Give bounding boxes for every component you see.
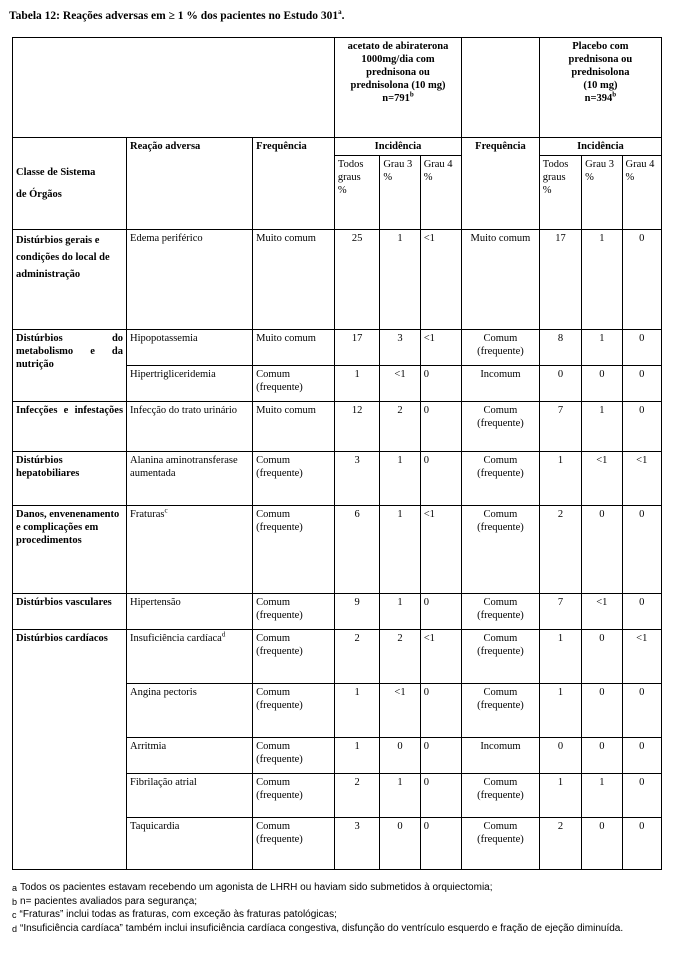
all-grades-line1: Todos	[337, 159, 364, 170]
reaction-cell	[127, 684, 253, 738]
grade4-abiraterone: 0	[420, 684, 461, 738]
grade3-abiraterone: <1	[380, 684, 420, 738]
frequency-abiraterone: Comum (frequente)	[253, 506, 335, 594]
grade3-abiraterone: 1	[380, 594, 420, 630]
reaction-header: Reação adversa	[127, 138, 253, 230]
incidence-header-2: Incidência	[539, 138, 661, 156]
arm2-line3: prednisolona	[571, 67, 630, 78]
reaction-cell	[127, 630, 253, 684]
frequency-placebo: Comum (frequente)	[462, 452, 540, 506]
reaction-cell	[127, 738, 253, 774]
grade3-abiraterone: 3	[380, 330, 420, 366]
grade3-abiraterone: 0	[380, 738, 420, 774]
reaction-text: Hipertensão	[130, 597, 181, 608]
reaction-text: Taquicardia	[130, 821, 180, 832]
grade4-abiraterone: 0	[420, 594, 461, 630]
grade4-placebo: <1	[622, 630, 661, 684]
grade4-abiraterone: 0	[420, 738, 461, 774]
arm2-n-sup: b	[612, 90, 617, 99]
reaction-text: Infecção do trato urinário	[130, 405, 238, 416]
all-grades-abiraterone: 2	[334, 774, 379, 818]
frequency-abiraterone: Muito comum	[253, 402, 335, 452]
arm1-line1: acetato de abiraterona	[347, 41, 449, 52]
table-title: Tabela 12: Reações adversas em ≥ 1 % dos pacientes no Estudo 301$^a$.	[9, 8, 345, 22]
all-grades-abiraterone: 6	[334, 506, 379, 594]
reaction-text: Edema periférico	[130, 233, 203, 244]
grade3-placebo: 1	[582, 774, 622, 818]
all-grades-header-2	[539, 156, 581, 230]
footnote-mark: b	[12, 896, 18, 907]
grade3-abiraterone: 1	[380, 452, 420, 506]
arm1-line4: prednisolona (10 mg)	[350, 80, 446, 91]
soc-header-line1: Classe de Sistema	[16, 166, 96, 178]
frequency-abiraterone: Comum (frequente)	[253, 630, 335, 684]
table-title-text: Tabela 12: Reações adversas em ≥ 1 % dos pacientes no Estudo 301	[9, 10, 339, 22]
all-grades-placebo: 1	[539, 452, 581, 506]
frequency-placebo: Comum (frequente)	[462, 774, 540, 818]
grade3-placebo: 0	[582, 506, 622, 594]
all-grades-line2: graus	[337, 172, 361, 183]
adverse-reactions-table	[12, 37, 662, 870]
reaction-cell	[127, 230, 253, 330]
footnote-text: Todos os pacientes estavam recebendo um agonista de LHRH ou haviam sido submetidos à orquiectomia;	[20, 882, 493, 893]
reaction-text: Insuficiência cardíaca	[130, 633, 222, 644]
grade3-abiraterone: 1	[380, 506, 420, 594]
reaction-cell	[127, 452, 253, 506]
arm1-line3: prednisona ou	[366, 67, 430, 78]
reaction-cell	[127, 366, 253, 402]
grade4-placebo: 0	[622, 818, 661, 870]
pct-unit: %	[337, 185, 347, 196]
table-row	[13, 506, 662, 594]
reaction-cell	[127, 330, 253, 366]
footnote-text: n= pacientes avaliados para segurança;	[20, 895, 198, 907]
all-grades-placebo: 1	[539, 630, 581, 684]
soc-cell: Infecções e infestações	[13, 402, 127, 452]
arm2-line1: Placebo com	[572, 41, 629, 52]
reaction-cell	[127, 774, 253, 818]
frequency-placebo: Incomum	[462, 738, 540, 774]
all-grades-abiraterone: 1	[334, 684, 379, 738]
grade4-label: Grau 4	[423, 159, 453, 170]
grade4-abiraterone: 0	[420, 452, 461, 506]
arm1-n	[338, 92, 458, 105]
frequency-abiraterone: Comum (frequente)	[253, 594, 335, 630]
grade4-placebo: 0	[622, 366, 661, 402]
all-grades-abiraterone: 9	[334, 594, 379, 630]
grade4-label: Grau 4	[625, 159, 655, 170]
grade3-placebo: 0	[582, 818, 622, 870]
arm2-n-text: n=394	[584, 93, 613, 104]
footnote-text: “Insuficiência cardíaca” também inclui insuficiência cardíaca congestiva, disfunção do ventrículo esquerdo e fração de ejeção diminuída.	[20, 922, 624, 934]
grade4-placebo: 0	[622, 506, 661, 594]
all-grades-placebo: 0	[539, 738, 581, 774]
soc-cell: Distúrbios vasculares	[13, 594, 127, 630]
frequency-header-2: Frequência	[462, 138, 540, 230]
grade4-header-1	[420, 156, 461, 230]
frequency-abiraterone: Comum (frequente)	[253, 452, 335, 506]
grade3-abiraterone: 1	[380, 230, 420, 330]
arm1-line2: 1000mg/dia com	[361, 54, 435, 65]
all-grades-placebo: 17	[539, 230, 581, 330]
footnote-mark: c	[12, 910, 17, 920]
grade3-placebo: 0	[582, 738, 622, 774]
soc-cell: Distúrbios do metabolismo e da nutrição	[13, 330, 127, 402]
all-grades-abiraterone: 17	[334, 330, 379, 366]
grade3-placebo: 0	[582, 630, 622, 684]
frequency-abiraterone: Comum (frequente)	[253, 818, 335, 870]
reaction-text: Fraturas	[130, 509, 165, 520]
all-grades-placebo: 2	[539, 506, 581, 594]
footnote	[12, 882, 672, 895]
grade3-placebo: 1	[582, 402, 622, 452]
grade3-placebo: 1	[582, 330, 622, 366]
footnote	[12, 896, 672, 909]
all-grades-abiraterone: 2	[334, 630, 379, 684]
footnote-mark: a	[12, 883, 18, 893]
grade3-label: Grau 3	[585, 159, 615, 170]
table-row	[13, 330, 662, 366]
incidence-header-row	[13, 138, 662, 156]
grade4-header-2	[622, 156, 661, 230]
arm-header-row	[13, 38, 662, 138]
soc-cell: Danos, envenenamento e complicações em procedimentos	[13, 506, 127, 594]
table-row	[13, 452, 662, 506]
grade3-placebo: 0	[582, 684, 622, 738]
grade3-abiraterone: <1	[380, 366, 420, 402]
grade4-abiraterone: <1	[420, 506, 461, 594]
reaction-sup: c	[164, 506, 168, 515]
table-row	[13, 230, 662, 330]
frequency-placebo: Comum (frequente)	[462, 630, 540, 684]
grade4-placebo: 0	[622, 330, 661, 366]
pct-unit: %	[542, 185, 552, 196]
reaction-text: Angina pectoris	[130, 687, 197, 698]
frequency-placebo: Muito comum	[462, 230, 540, 330]
frequency-placebo: Comum (frequente)	[462, 818, 540, 870]
grade3-abiraterone: 0	[380, 818, 420, 870]
reaction-cell	[127, 818, 253, 870]
footnote	[12, 923, 672, 936]
frequency-abiraterone: Comum (frequente)	[253, 366, 335, 402]
arm2-line4: (10 mg)	[583, 80, 618, 91]
grade3-label: Grau 3	[383, 159, 413, 170]
all-grades-placebo: 1	[539, 684, 581, 738]
frequency-placebo: Comum (frequente)	[462, 506, 540, 594]
soc-cell: Distúrbios gerais e condições do local de administração	[13, 230, 127, 330]
arm2-n	[543, 92, 658, 105]
all-grades-placebo: 0	[539, 366, 581, 402]
grade4-placebo: <1	[622, 452, 661, 506]
grade3-abiraterone: 1	[380, 774, 420, 818]
reaction-cell	[127, 594, 253, 630]
frequency-abiraterone: Comum (frequente)	[253, 738, 335, 774]
pct-unit: %	[585, 172, 594, 183]
all-grades-line1: Todos	[542, 159, 569, 170]
footnote	[12, 909, 672, 922]
footnotes	[12, 882, 672, 936]
frequency-abiraterone: Comum (frequente)	[253, 774, 335, 818]
table-row	[13, 402, 662, 452]
reaction-sup: d	[221, 630, 226, 639]
all-grades-abiraterone: 3	[334, 452, 379, 506]
frequency-placebo: Comum (frequente)	[462, 684, 540, 738]
grade4-abiraterone: <1	[420, 230, 461, 330]
grade3-abiraterone: 2	[380, 630, 420, 684]
all-grades-abiraterone: 1	[334, 738, 379, 774]
grade4-abiraterone: 0	[420, 402, 461, 452]
grade4-placebo: 0	[622, 738, 661, 774]
all-grades-placebo: 1	[539, 774, 581, 818]
blank-header-cell	[13, 38, 335, 138]
soc-cell: Distúrbios hepatobiliares	[13, 452, 127, 506]
frequency-abiraterone: Muito comum	[253, 330, 335, 366]
grade3-abiraterone: 2	[380, 402, 420, 452]
reaction-text: Hipopotassemia	[130, 333, 198, 344]
all-grades-placebo: 7	[539, 594, 581, 630]
table-row	[13, 594, 662, 630]
frequency-placebo: Comum (frequente)	[462, 594, 540, 630]
reaction-text: Hipertrigliceridemia	[130, 369, 216, 380]
arm2-header	[539, 38, 661, 138]
frequency-abiraterone: Muito comum	[253, 230, 335, 330]
frequency-placebo: Comum (frequente)	[462, 402, 540, 452]
grade4-placebo: 0	[622, 774, 661, 818]
incidence-header-1: Incidência	[334, 138, 461, 156]
grade3-header-1	[380, 156, 420, 230]
frequency-placebo: Comum (frequente)	[462, 330, 540, 366]
pct-unit: %	[423, 172, 433, 183]
footnote-mark: d	[12, 923, 18, 934]
table-title-sup: a	[338, 8, 342, 17]
soc-header	[13, 138, 127, 230]
all-grades-placebo: 8	[539, 330, 581, 366]
grade4-abiraterone: 0	[420, 774, 461, 818]
grade3-placebo: <1	[582, 452, 622, 506]
footnote-text: “Fraturas” inclui todas as fraturas, com exceção às fraturas patológicas;	[19, 909, 337, 920]
reaction-text: Arritmia	[130, 741, 167, 752]
pct-unit: %	[625, 172, 635, 183]
arm1-header	[334, 38, 461, 138]
all-grades-abiraterone: 3	[334, 818, 379, 870]
all-grades-abiraterone: 12	[334, 402, 379, 452]
grade3-header-2	[582, 156, 622, 230]
frequency-placebo: Incomum	[462, 366, 540, 402]
grade4-abiraterone: 0	[420, 818, 461, 870]
grade4-placebo: 0	[622, 684, 661, 738]
grade4-placebo: 0	[622, 230, 661, 330]
all-grades-placebo: 2	[539, 818, 581, 870]
reaction-cell	[127, 402, 253, 452]
reaction-text: Fibrilação atrial	[130, 777, 197, 788]
arm1-n-sup: b	[409, 90, 414, 99]
grade3-placebo: <1	[582, 594, 622, 630]
arm2-line2: prednisona ou	[568, 54, 633, 65]
reaction-text: Alanina aminotransferase aumentada	[130, 455, 238, 479]
grade4-abiraterone: <1	[420, 330, 461, 366]
blank-header-cell-2	[462, 38, 540, 138]
all-grades-placebo: 7	[539, 402, 581, 452]
grade4-abiraterone: <1	[420, 630, 461, 684]
grade4-placebo: 0	[622, 594, 661, 630]
soc-header-line2: de Órgãos	[16, 188, 62, 200]
all-grades-header-1	[334, 156, 379, 230]
pct-unit: %	[383, 172, 393, 183]
grade4-placebo: 0	[622, 402, 661, 452]
frequency-abiraterone: Comum (frequente)	[253, 684, 335, 738]
all-grades-abiraterone: 1	[334, 366, 379, 402]
grade3-placebo: 0	[582, 366, 622, 402]
frequency-header-1: Frequência	[253, 138, 335, 230]
all-grades-abiraterone: 25	[334, 230, 379, 330]
arm1-n-text: n=791	[382, 93, 410, 104]
soc-cell: Distúrbios cardíacos	[13, 630, 127, 870]
all-grades-line2: graus	[542, 172, 566, 183]
reaction-cell	[127, 506, 253, 594]
table-row	[13, 630, 662, 684]
grade4-abiraterone: 0	[420, 366, 461, 402]
grade3-placebo: 1	[582, 230, 622, 330]
